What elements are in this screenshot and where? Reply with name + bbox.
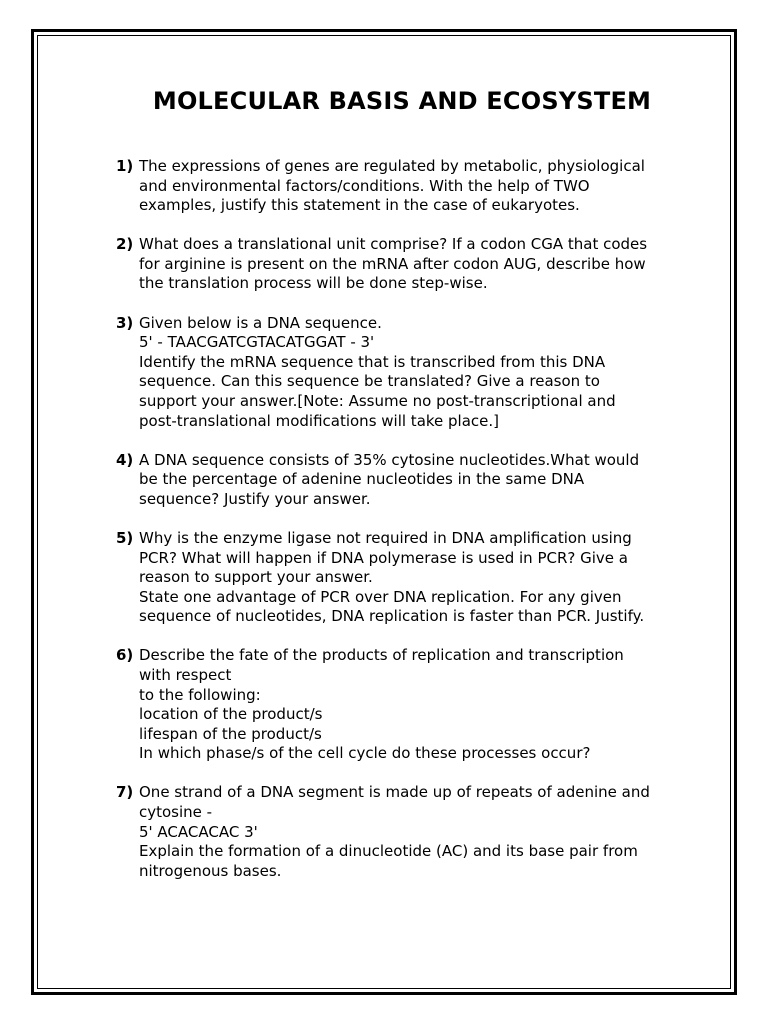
question-text-line: 5' - TAACGATCGTACATGGAT - 3' (139, 333, 375, 352)
question-text-line: lifespan of the product/s (139, 724, 322, 743)
question-text-line: 5' ACACACAC 3' (139, 822, 258, 841)
question-text-line: What does a translational unit comprise? If a codon CGA that codes (139, 235, 648, 254)
question-text-line: with respect (139, 665, 232, 684)
question-3 (113, 314, 683, 432)
question-4 (113, 451, 683, 510)
question-5 (113, 529, 683, 627)
question-number: 2) (116, 235, 134, 254)
question-number: 4) (116, 450, 134, 469)
question-text-line: Identify the mRNA sequence that is transcribed from this DNA (139, 352, 606, 371)
question-list (113, 157, 683, 901)
question-number: 1) (116, 157, 134, 175)
question-1 (113, 157, 683, 216)
question-text-line: be the percentage of adenine nucleotides in the same DNA (139, 470, 585, 489)
question-2 (113, 235, 683, 294)
question-text-line: reason to support your answer. (139, 568, 373, 587)
question-text-line: for arginine is present on the mRNA after codon AUG, describe how (139, 254, 646, 273)
question-text-line: sequence of nucleotides, DNA replication is faster than PCR. Justify. (139, 607, 645, 626)
question-text-line: sequence. Can this sequence be translated? Give a reason to (139, 372, 600, 391)
question-text-line: Why is the enzyme ligase not required in DNA amplification using (139, 528, 632, 547)
question-number: 7) (116, 783, 134, 802)
question-text-line: A DNA sequence consists of 35% cytosine nucleotides.What would (139, 450, 640, 469)
question-text-line: The expressions of genes are regulated by metabolic, physiological (139, 157, 645, 175)
question-text-line: post-translational modifications will take place.] (139, 411, 500, 430)
question-text-line: examples, justify this statement in the case of eukaryotes. (139, 196, 580, 215)
question-text-line: In which phase/s of the cell cycle do these processes occur? (139, 744, 591, 763)
question-text-line: nitrogenous bases. (139, 861, 282, 880)
question-text-line: Describe the fate of the products of replication and transcription (139, 646, 624, 665)
document-title: MOLECULAR BASIS AND ECOSYSTEM (152, 87, 652, 115)
question-text-line: location of the product/s (139, 705, 323, 724)
question-text-line: cytosine - (139, 803, 213, 822)
question-text-line: Given below is a DNA sequence. (139, 313, 382, 332)
question-text-line: the translation process will be done step-wise. (139, 274, 488, 293)
question-text-line: sequence? Justify your answer. (139, 489, 371, 508)
question-text-line: to the following: (139, 685, 261, 704)
question-text-line: PCR? What will happen if DNA polymerase is used in PCR? Give a (139, 548, 628, 567)
question-number: 3) (116, 313, 134, 332)
question-number: 5) (116, 528, 134, 547)
question-text-line: and environmental factors/conditions. With the help of TWO (139, 176, 590, 195)
question-7 (113, 783, 683, 881)
question-text-line: One strand of a DNA segment is made up of repeats of adenine and (139, 783, 650, 802)
question-6 (113, 646, 683, 764)
question-text-line: State one advantage of PCR over DNA replication. For any given (139, 587, 622, 606)
question-number: 6) (116, 646, 134, 665)
question-text-line: support your answer.[Note: Assume no post-transcriptional and (139, 391, 616, 410)
question-text-line: Explain the formation of a dinucleotide (AC) and its base pair from (139, 842, 638, 861)
